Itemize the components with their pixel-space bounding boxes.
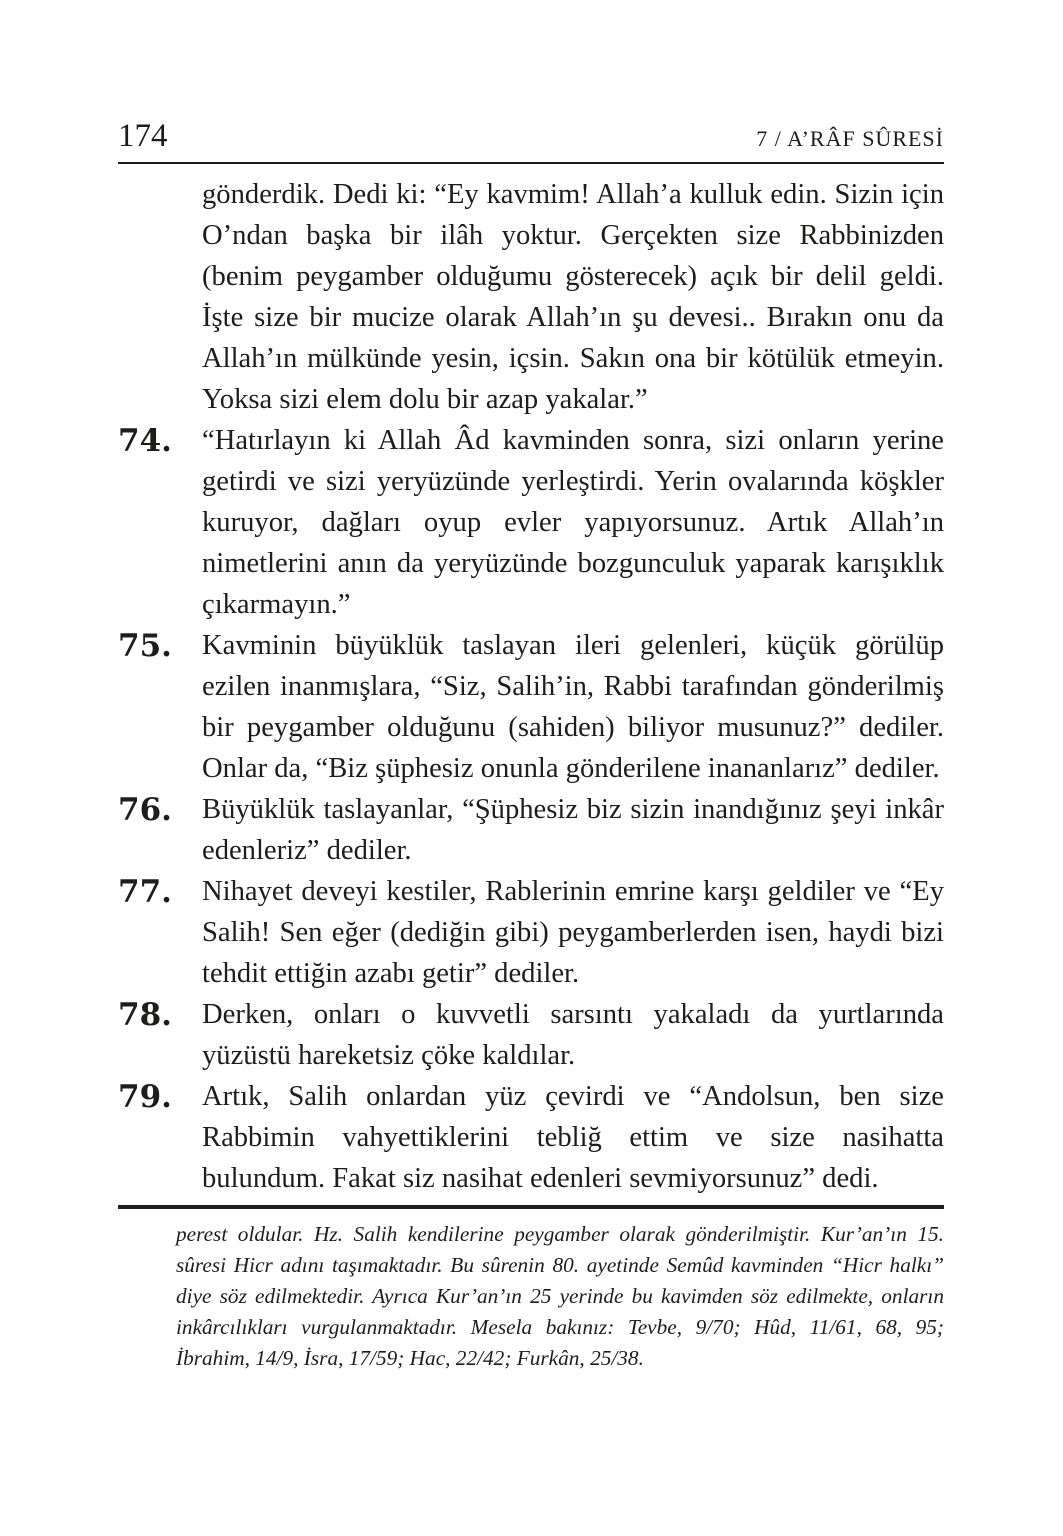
verse-number: 74. (118, 423, 172, 459)
verse-number: 77. (118, 874, 172, 910)
verse-78 (118, 994, 944, 1076)
verse-77 (118, 871, 944, 994)
verse-text: gönderdik. Dedi ki: “Ey kavmim! Allah’a kulluk edin. Sizin için O’ndan başka bir ilâh yoktur. Gerçekten size Rabbinizden (benim peygamber olduğumu gösterecek) açık bir delil geldi. İşte size bir mucize olarak Allah’ın şu devesi.. Bırakın onu da Allah’ın mülkünde yesin, içsin. Sakın ona bir kötülük etmeyin. Yoksa sizi elem dolu bir azap yakalar.” (202, 179, 944, 415)
verse-text: Büyüklük taslayanlar, “Şüphesiz biz sizin inandığınız şeyi inkâr edenleriz” dediler. (202, 794, 944, 866)
verse-text: Nihayet deveyi kestiler, Rablerinin emrine karşı geldiler ve “Ey Salih! Sen eğer (dediğin gibi) peygamberlerden isen, haydi bizi tehdit ettiğin azabı getir” dediler. (202, 876, 944, 989)
page-number: 174 (118, 118, 168, 154)
body-text (118, 174, 944, 1199)
footnote-divider (118, 1205, 944, 1209)
verse-73-continuation (118, 174, 944, 420)
footnote (118, 1219, 944, 1374)
verse-75 (118, 625, 944, 789)
verse-number: 75. (118, 628, 172, 664)
verse-text: Kavminin büyüklük taslayan ileri gelenleri, küçük görülüp ezilen inanmışlara, “Siz, Salih’in, Rabbi tarafından gönderilmiş bir peygamber olduğunu (sahiden) biliyor musunuz?” dediler. Onlar da, “Biz şüphesiz onunla gönderilene inananlarız” dediler. (202, 630, 944, 784)
verse-text: “Hatırlayın ki Allah Âd kavminden sonra, sizi onların yerine getirdi ve sizi yeryüzünde yerleştirdi. Yerin ovalarında köşkler kuruyor, dağları oyup evler yapıyorsunuz. Artık Allah’ın nimetlerini anın da yeryüzünde bozgunculuk yaparak karışıklık çıkarmayın.” (202, 425, 944, 620)
verse-number: 76. (118, 792, 172, 828)
book-page (118, 110, 944, 1374)
verse-text: Derken, onları o kuvvetli sarsıntı yakaladı da yurtlarında yüzüstü hareketsiz çöke kaldılar. (202, 999, 944, 1071)
verse-74 (118, 420, 944, 625)
running-title: 7 / A’RÂF SÛRESİ (756, 126, 944, 151)
verse-79 (118, 1076, 944, 1199)
page-header (118, 110, 944, 164)
verse-number: 79. (118, 1079, 172, 1115)
verse-76 (118, 789, 944, 871)
footnote-text: perest oldular. Hz. Salih kendilerine peygamber olarak gönderilmiştir. Kur’an’ın 15. sûresi Hicr adını taşımaktadır. Bu sûrenin 80. ayetinde Semûd kavminden “Hicr halkı” diye söz edilmektedir. Ayrıca Kur’an’ın 25 yerinde bu kavimden söz edilmekte, onların inkârcılıkları vurgulanmaktadır. Mesela bakınız: Tevbe, 9/70; Hûd, 11/61, 68, 95; İbrahim, 14/9, İsra, 17/59; Hac, 22/42; Furkân, 25/38. (176, 1222, 944, 1370)
verse-text: Artık, Salih onlardan yüz çevirdi ve “Andolsun, ben size Rabbimin vahyettiklerini tebliğ ettim ve size nasihatta bulundum. Fakat siz nasihat edenleri sevmiyorsunuz” dedi. (202, 1081, 944, 1194)
verse-number: 78. (118, 997, 172, 1033)
